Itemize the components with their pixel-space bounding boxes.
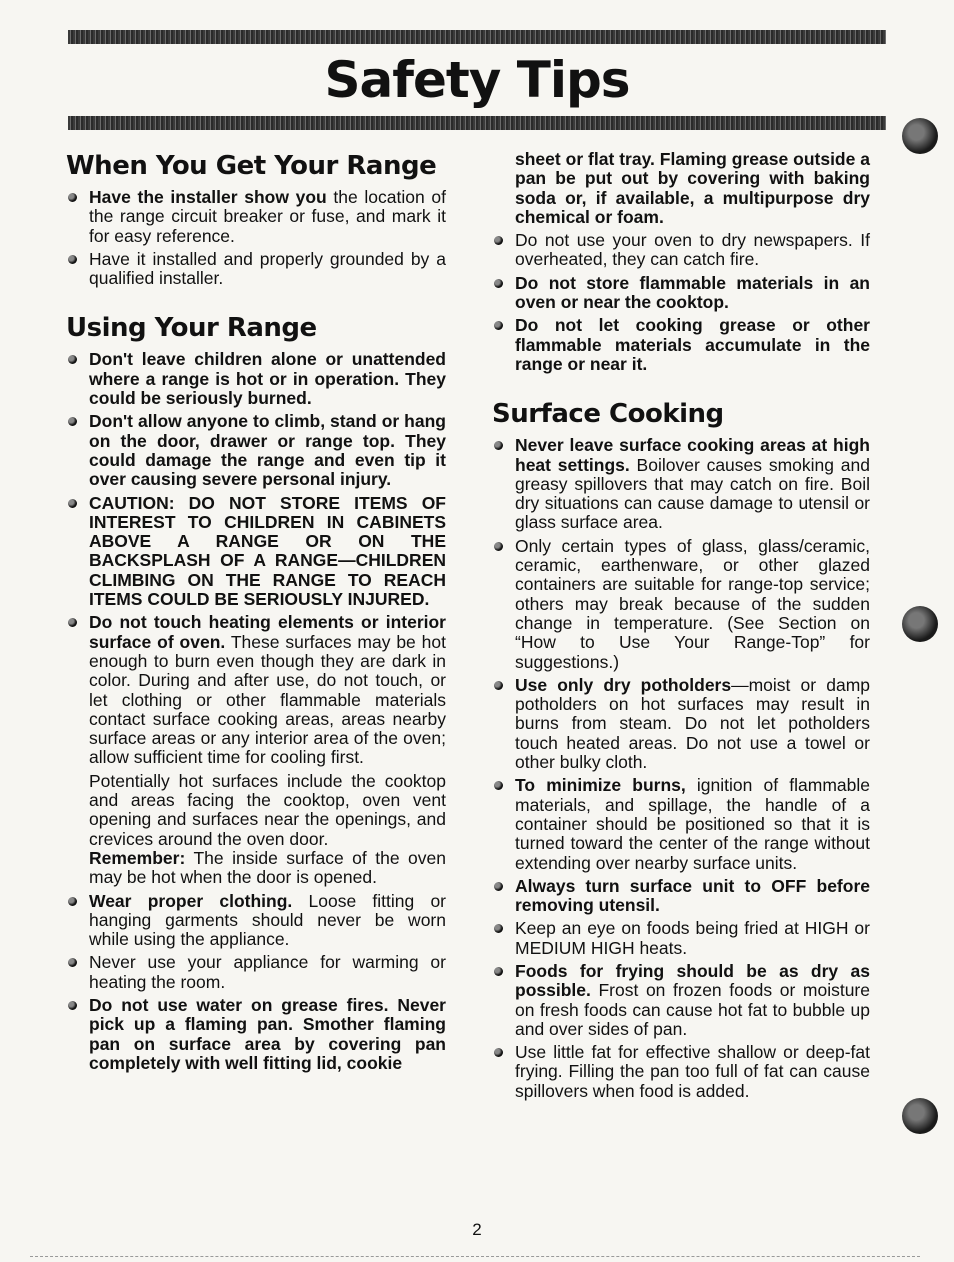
list-item xyxy=(490,316,870,374)
bold-lead: To minimize burns, xyxy=(515,775,686,796)
bold-lead: Do not touch heating elements or interior surface of oven. xyxy=(89,612,446,652)
list-item xyxy=(490,537,870,672)
bold-lead: Remember: xyxy=(89,847,186,868)
title-band-top xyxy=(68,30,886,44)
list-item xyxy=(490,231,870,270)
binder-hole-mark-middle xyxy=(902,606,938,642)
list-item xyxy=(64,250,446,289)
item-text: These surfaces may be hot enough to burn even though they are dark in color. During and after use, do not touch, or let clothing or other flammable materials contact surface cooking areas, areas nearby surface areas or any interior area of the oven; allow sufficient time for cooling first. xyxy=(89,631,446,768)
list-item xyxy=(490,919,870,958)
list-item xyxy=(64,350,446,408)
list-item xyxy=(64,892,446,950)
right-column xyxy=(490,150,870,1105)
bold-lead: Don't leave children alone or unattended where a range is hot or in operation. They could be seriously burned. xyxy=(89,349,446,409)
footer-rule xyxy=(30,1256,920,1258)
section-list xyxy=(490,231,870,374)
bold-lead: CAUTION: DO NOT STORE ITEMS OF INTEREST TO CHILDREN IN CABINETS ABOVE A RANGE OR ON THE BACKSPLASH OF A RANGE—CHILDREN CLIMBING ON THE RANGE TO REACH ITEMS COULD BE SERIOUSLY INJURED. xyxy=(89,492,446,610)
item-text: Never use your appliance for warming or heating the room. xyxy=(89,952,446,992)
list-item xyxy=(64,188,446,246)
binder-hole-mark-bottom xyxy=(902,1098,938,1134)
list-item xyxy=(64,953,446,992)
item-paragraph: Potentially hot surfaces include the cooktop and areas facing the cooktop, oven vent opening and surfaces near the openings, and crevices around the oven door. xyxy=(89,770,446,849)
section-list xyxy=(64,188,446,288)
list-item xyxy=(64,412,446,489)
bold-lead: Do not store flammable materials in an oven or near the cooktop. xyxy=(515,272,870,313)
item-text: Have it installed and properly grounded by a qualified installer. xyxy=(89,248,446,289)
item-text: The inside surface of the oven may be hot when the door is opened. xyxy=(89,847,446,888)
bold-lead: Never leave surface cooking areas at high heat settings. xyxy=(515,435,870,475)
list-item xyxy=(490,877,870,916)
list-item xyxy=(490,962,870,1039)
list-item xyxy=(64,996,446,1073)
section-heading-when-you-get-your-range: When You Get Your Range xyxy=(66,151,437,181)
remember-note xyxy=(89,849,446,888)
list-item xyxy=(490,776,870,872)
item-text: —moist or damp potholders on hot surfaces may result in burns from steam. Do not let potholders touch heated areas. Do not use a towel or other bulky cloth. xyxy=(515,674,871,773)
bold-lead: Do not use water on grease fires. Never pick up a flaming pan. Smother flaming pan on surface area by covering pan completely with well fitting lid, cookie xyxy=(89,994,446,1073)
section-heading-using-your-range: Using Your Range xyxy=(66,313,317,344)
page-title: Safety Tips xyxy=(324,51,630,109)
item-text: Only certain types of glass, glass/ceramic, ceramic, earthenware, or other glazed containers are suitable for range-top service; others may break because of the sudden change in temperature. (See Section on “How to Use Your Range-Top” for suggestions.) xyxy=(515,535,870,672)
left-column xyxy=(64,150,446,1077)
section-list xyxy=(64,350,446,1073)
page-number: 2 xyxy=(472,1220,482,1239)
item-text: Keep an eye on foods being fried at HIGH or MEDIUM HIGH heats. xyxy=(515,918,870,958)
list-item xyxy=(64,613,446,887)
item-text: Frost on frozen foods or moisture on fresh foods can cause hot fat to bubble up and over sides of pan. xyxy=(515,980,870,1039)
binder-hole-mark-top xyxy=(902,118,938,154)
bold-lead: Do not let cooking grease or other flammable materials accumulate in the range or near it. xyxy=(515,315,870,374)
title-band-bottom xyxy=(68,116,886,130)
item-text: Boilover causes smoking and greasy spillovers that may catch on fire. Boil dry situations can cause damage to utensil or glass surface area. xyxy=(515,454,870,533)
bold-lead: Wear proper clothing. xyxy=(89,890,293,911)
list-item xyxy=(490,436,870,532)
bold-lead: sheet or flat tray. Flaming grease outside a pan be put out by covering with baking soda or, if available, a multipurpose dry chemical or foam. xyxy=(515,149,870,227)
bold-lead: Use only dry potholders xyxy=(515,674,732,695)
list-item xyxy=(490,274,870,313)
section-heading-surface-cooking: Surface Cooking xyxy=(492,399,724,430)
item-text: Loose fitting or hanging garments should never be worn while using the appliance. xyxy=(89,890,447,950)
item-text: Do not use your oven to dry newspapers. If overheated, they can catch fire. xyxy=(515,230,870,270)
bold-lead: Always turn surface unit to OFF before removing utensil. xyxy=(515,875,870,916)
continued-text xyxy=(490,150,870,227)
list-item xyxy=(490,676,870,772)
item-text: the location of the range circuit breaker or fuse, and mark it for easy reference. xyxy=(89,187,446,246)
bold-lead: Have the installer show you xyxy=(89,187,327,207)
item-text: Use little fat for effective shallow or deep-fat frying. Filling the pan too full of fat can cause spillovers when food is added. xyxy=(515,1042,870,1101)
bold-lead: Foods for frying should be as dry as possible. xyxy=(515,960,870,1001)
section-list xyxy=(490,436,870,1101)
list-item xyxy=(490,1043,870,1101)
list-item xyxy=(64,494,446,610)
bold-lead: Don't allow anyone to climb, stand or hang on the door, drawer or range top. They could damage the range and even tip it over causing severe personal injury. xyxy=(89,411,446,490)
item-text: ignition of flammable materials, and spillage, the handle of a container should be positioned so that it is turned toward the center of the range without extending over nearby surface units. xyxy=(515,775,870,873)
